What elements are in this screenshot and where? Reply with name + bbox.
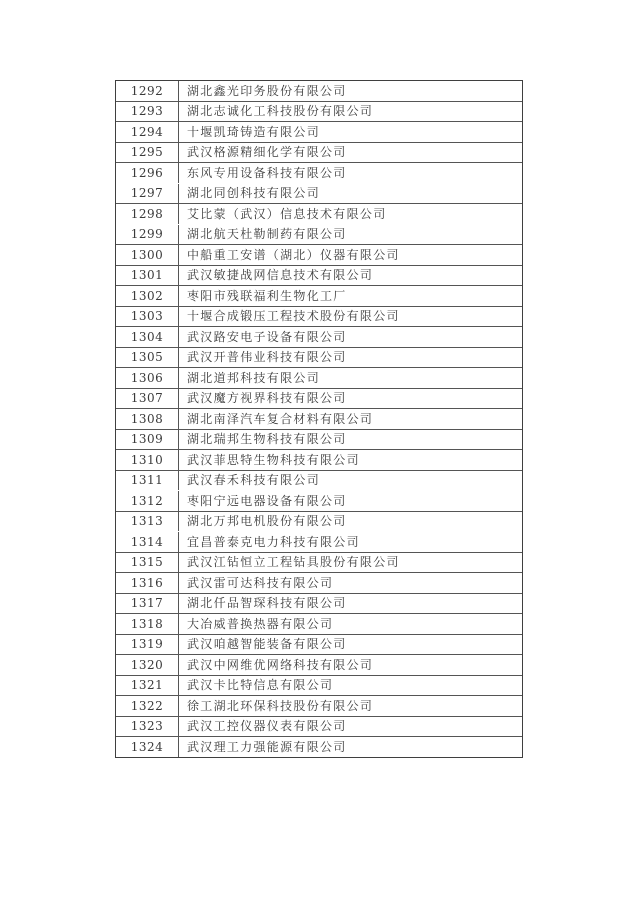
row-number-cell: 1323: [116, 717, 179, 737]
row-number-cell: 1293: [116, 102, 179, 122]
table-row: [116, 553, 522, 574]
table-row: [116, 286, 522, 307]
company-name-cell: 枣阳宁远电器设备有限公司: [187, 493, 347, 508]
row-number-cell: 1313: [116, 512, 179, 532]
row-number-cell: 1317: [116, 594, 179, 614]
company-list-table: [115, 80, 523, 758]
row-number-cell: 1310: [116, 450, 179, 470]
table-row: [116, 204, 522, 225]
row-number-cell: 1316: [116, 573, 179, 593]
row-number-cell: 1306: [116, 368, 179, 388]
company-name-cell: 大冶威普换热器有限公司: [187, 616, 334, 631]
company-name-cell: 宜昌普泰克电力科技有限公司: [187, 534, 360, 549]
table-row: [116, 184, 522, 205]
row-number-cell: 1297: [116, 184, 179, 204]
company-name-cell: 武汉卡比特信息有限公司: [187, 678, 334, 693]
company-name-cell: 武汉工控仪器仪表有限公司: [187, 719, 347, 734]
company-name-cell: 武汉开普伟业科技有限公司: [187, 350, 347, 365]
row-number-cell: 1311: [116, 471, 179, 491]
company-name-cell: 武汉雷可达科技有限公司: [187, 575, 334, 590]
table-row: [116, 266, 522, 287]
table-row: [116, 327, 522, 348]
row-number-cell: 1295: [116, 143, 179, 163]
table-row: [116, 491, 522, 512]
row-number-cell: 1294: [116, 122, 179, 142]
company-name-cell: 湖北仟品智琛科技有限公司: [187, 596, 347, 611]
row-number-cell: 1305: [116, 348, 179, 368]
row-number-cell: 1301: [116, 266, 179, 286]
company-name-cell: 武汉魔方视界科技有限公司: [187, 391, 347, 406]
row-number-cell: 1315: [116, 553, 179, 573]
company-name-cell: 武汉江钻恒立工程钻具股份有限公司: [187, 555, 400, 570]
company-name-cell: 湖北南泽汽车复合材料有限公司: [187, 411, 374, 426]
row-number-cell: 1309: [116, 430, 179, 450]
table-row: [116, 676, 522, 697]
table-row: [116, 430, 522, 451]
table-row: [116, 594, 522, 615]
table-row: [116, 122, 522, 143]
table-row: [116, 655, 522, 676]
table-row: [116, 614, 522, 635]
table-row: [116, 573, 522, 594]
table-row: [116, 696, 522, 717]
table-row: [116, 225, 522, 246]
company-name-cell: 徐工湖北环保科技股份有限公司: [187, 698, 374, 713]
row-number-cell: 1307: [116, 389, 179, 409]
table-row: [116, 512, 522, 533]
table-row: [116, 389, 522, 410]
company-name-cell: 武汉中网维优网络科技有限公司: [187, 657, 374, 672]
company-name-cell: 武汉路安电子设备有限公司: [187, 329, 347, 344]
table-row: [116, 471, 522, 492]
company-name-cell: 武汉咱越智能装备有限公司: [187, 637, 347, 652]
company-name-cell: 武汉菲思特生物科技有限公司: [187, 452, 360, 467]
company-name-cell: 湖北道邦科技有限公司: [187, 370, 321, 385]
company-name-cell: 武汉理工力强能源有限公司: [187, 739, 347, 754]
company-name-cell: 湖北万邦电机股份有限公司: [187, 514, 347, 529]
company-name-cell: 湖北航天杜勒制药有限公司: [187, 227, 347, 242]
row-number-cell: 1302: [116, 286, 179, 306]
table-row: [116, 450, 522, 471]
company-name-cell: 艾比蒙（武汉）信息技术有限公司: [187, 206, 387, 221]
company-name-cell: 湖北瑞邦生物科技有限公司: [187, 432, 347, 447]
company-name-cell: 湖北同创科技有限公司: [187, 186, 321, 201]
row-number-cell: 1304: [116, 327, 179, 347]
row-number-cell: 1300: [116, 245, 179, 265]
company-name-cell: 武汉格源精细化学有限公司: [187, 145, 347, 160]
company-name-cell: 武汉春禾科技有限公司: [187, 473, 321, 488]
company-name-cell: 中船重工安谱（湖北）仪器有限公司: [187, 247, 400, 262]
table-row: [116, 348, 522, 369]
row-number-cell: 1320: [116, 655, 179, 675]
company-name-cell: 武汉敏捷战网信息技术有限公司: [187, 268, 374, 283]
company-name-cell: 十堰合成锻压工程技术股份有限公司: [187, 309, 400, 324]
company-name-cell: 东风专用设备科技有限公司: [187, 165, 347, 180]
table-row: [116, 81, 522, 102]
company-name-cell: 湖北鑫光印务股份有限公司: [187, 83, 347, 98]
row-number-cell: 1298: [116, 204, 179, 224]
row-number-cell: 1299: [116, 225, 179, 245]
row-number-cell: 1312: [116, 491, 179, 511]
row-number-cell: 1324: [116, 737, 179, 757]
company-name-cell: 十堰凯琦铸造有限公司: [187, 124, 321, 139]
table-row: [116, 635, 522, 656]
table-row: [116, 368, 522, 389]
table-row: [116, 102, 522, 123]
company-name-cell: 湖北志诚化工科技股份有限公司: [187, 104, 374, 119]
row-number-cell: 1292: [116, 81, 179, 101]
row-number-cell: 1321: [116, 676, 179, 696]
row-number-cell: 1319: [116, 635, 179, 655]
company-name-cell: 枣阳市残联福利生物化工厂: [187, 288, 347, 303]
table-row: [116, 245, 522, 266]
table-row: [116, 737, 522, 757]
table-row: [116, 409, 522, 430]
row-number-cell: 1296: [116, 163, 179, 183]
table-row: [116, 717, 522, 738]
row-number-cell: 1322: [116, 696, 179, 716]
row-number-cell: 1308: [116, 409, 179, 429]
table-row: [116, 532, 522, 553]
row-number-cell: 1314: [116, 532, 179, 552]
table-row: [116, 143, 522, 164]
table-row: [116, 163, 522, 184]
row-number-cell: 1318: [116, 614, 179, 634]
row-number-cell: 1303: [116, 307, 179, 327]
table-row: [116, 307, 522, 328]
